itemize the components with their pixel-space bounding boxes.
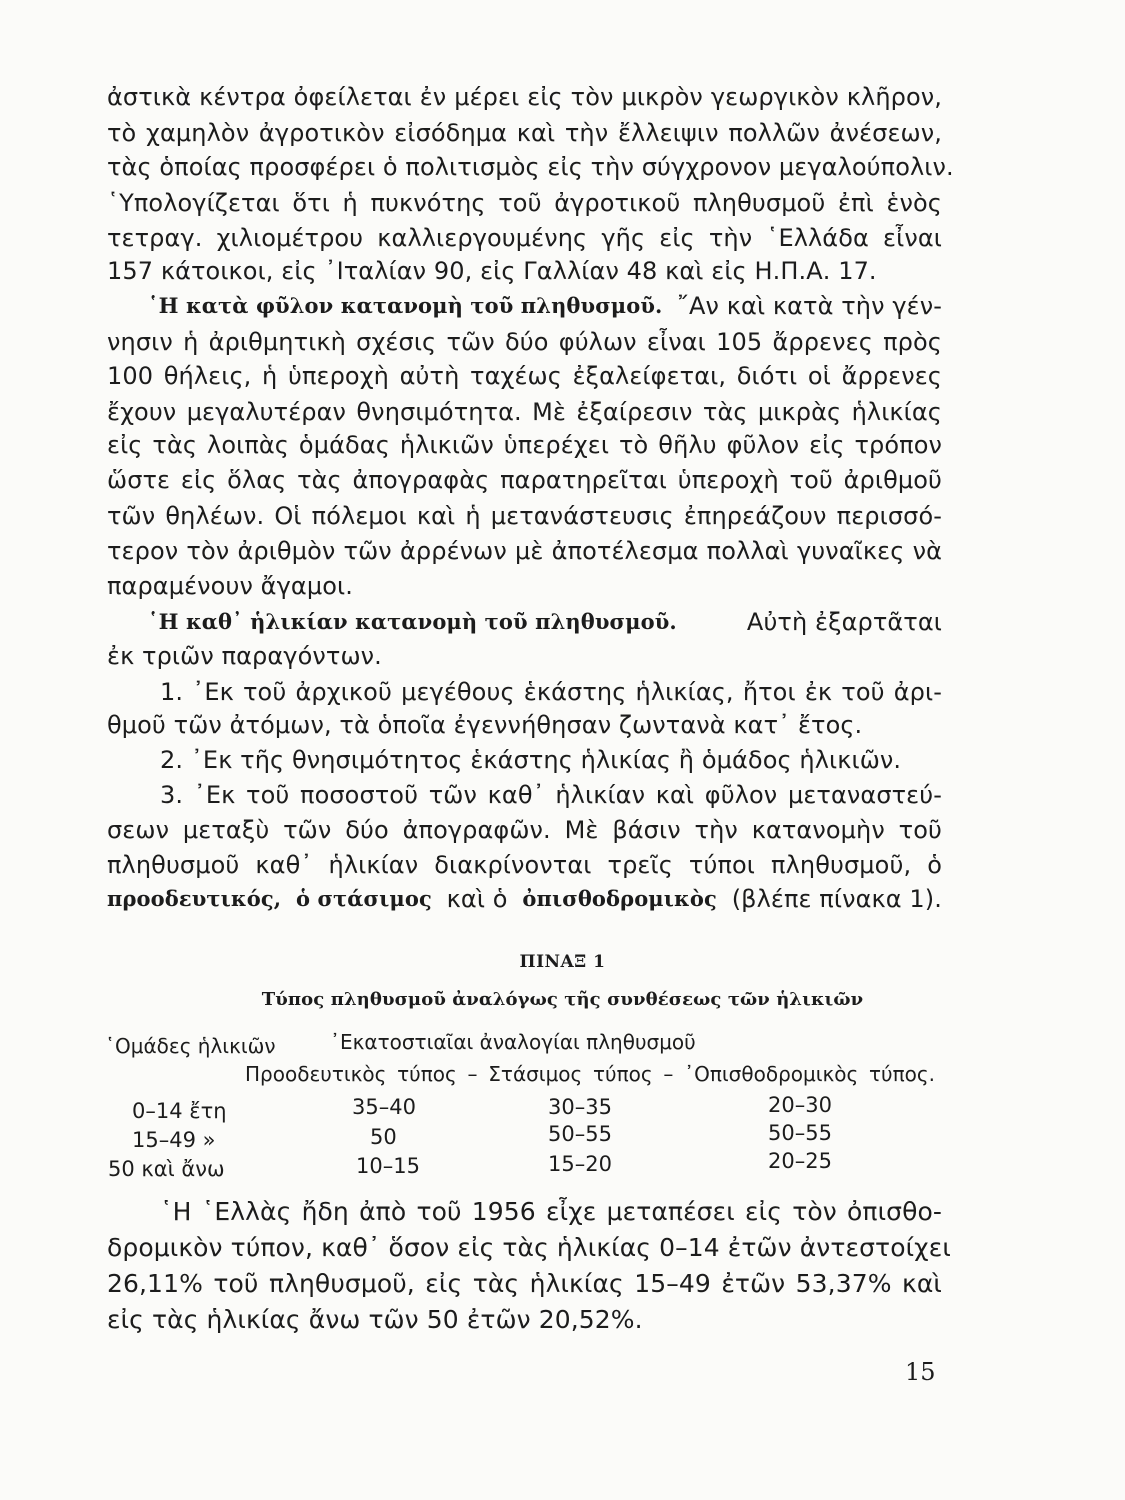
term-stationary: ὁ στάσιμος [295,886,432,911]
text-line: σεων μεταξὺ τῶν δύο ἀπογραφῶν. Μὲ βάσιν τὴν κατανομὴν τοῦ [107,816,942,844]
table-cell-regressive: 50–55 [768,1121,832,1145]
paragraph-first-line [148,291,942,321]
table-cell-regressive: 20–30 [768,1093,832,1117]
table-label: ΠΙΝΑΞ 1 [519,952,606,972]
text-fragment: ῎Αν καὶ κατὰ τὴν γέν- [676,292,942,320]
term-progressive: προοδευτικός, [107,886,282,911]
table-cell-regressive: 20–25 [768,1149,832,1173]
text-line: ἀστικὰ κέντρα ὀφείλεται ἐν μέρει εἰς τὸν μικρὸν γεωργικὸν κλῆρον, [107,83,942,111]
text-fragment: καὶ ὁ [446,885,508,913]
table-cell-progressive: 10–15 [356,1154,420,1178]
list-item-1: 1. ᾿Εκ τοῦ ἀρχικοῦ μεγέθους ἑκάστης ἡλικίας, ἤτοι ἐκ τοῦ ἀρι- [160,678,942,706]
section-heading-age-distribution: ῾Η καθ᾿ ἡλικίαν κατανομὴ τοῦ πληθυσμοῦ. [148,609,677,634]
text-line: ῾Η ῾Ελλὰς ἤδη ἀπὸ τοῦ 1956 εἶχε μεταπέσει εἰς τὸν ὀπισθο- [160,1197,942,1226]
text-line: θμοῦ τῶν ἀτόμων, τὰ ὁποῖα ἐγεννήθησαν ζωντανὰ κατ᾿ ἔτος. [107,711,863,739]
table-title: Τύπος πληθυσμοῦ ἀναλόγως τῆς συνθέσεως τῶν ἡλικιῶν [261,989,864,1010]
text-line: ῾Υπολογίζεται ὅτι ἡ πυκνότης τοῦ ἀγροτικοῦ πληθυσμοῦ ἐπὶ ἑνὸς [107,189,942,217]
table-cell-progressive: 50 [370,1125,397,1149]
text-line: δρομικὸν τύπον, καθ᾿ ὅσον εἰς τὰς ἡλικίας 0–14 ἐτῶν ἀντεστοίχει [107,1233,951,1262]
table-cell-stationary: 15–20 [548,1152,612,1176]
term-regressive: ὀπισθοδρομικὸς [522,886,717,911]
table-cell-group: 0–14 ἔτη [132,1099,227,1123]
text-line: τὸ χαμηλὸν ἀγροτικὸν εἰσόδημα καὶ τὴν ἔλλειψιν πολλῶν ἀνέσεων, [107,119,942,147]
text-line: τερον τὸν ἀριθμὸν τῶν ἀρρένων μὲ ἀποτέλεσμα πολλαὶ γυναῖκες νὰ [107,537,942,565]
text-fragment: Αὐτὴ ἐξαρτᾶται [746,608,942,636]
table-cell-group: 50 καὶ ἄνω [108,1157,225,1181]
text-line: παραμένουν ἄγαμοι. [107,572,353,600]
text-line: 26,11% τοῦ πληθυσμοῦ, εἰς τὰς ἡλικίας 15–49 ἐτῶν 53,37% καὶ [107,1269,942,1298]
page-number: 15 [905,1358,936,1386]
table-cell-group: 15–49 » [132,1128,216,1152]
text-line: τῶν θηλέων. Οἱ πόλεμοι καὶ ἡ μετανάστευσις ἐπηρεάζουν περισσό- [107,502,942,530]
table-header-percentages: ᾿Εκατοστιαῖαι ἀναλογίαι πληθυσμοῦ [330,1030,696,1054]
text-line: ἔχουν μεγαλυτέραν θνησιμότητα. Μὲ ἐξαίρεσιν τὰς μικρὰς ἡλικίας [107,398,942,426]
text-line: νησιν ἡ ἀριθμητικὴ σχέσις τῶν δύο φύλων εἶναι 105 ἄρρενες πρὸς [107,328,942,356]
list-item-3: 3. ᾿Εκ τοῦ ποσοστοῦ τῶν καθ᾿ ἡλικίαν καὶ φῦλον μεταναστεύ- [160,781,942,809]
text-line: τετραγ. χιλιομέτρου καλλιεργουμένης γῆς εἰς τὴν ῾Ελλάδα εἶναι [107,224,942,252]
text-line: 157 κάτοικοι, εἰς ᾿Ιταλίαν 90, εἰς Γαλλίαν 48 καὶ εἰς Η.Π.Α. 17. [107,257,877,285]
list-item-2: 2. ᾿Εκ τῆς θνησιμότητος ἑκάστης ἡλικίας ἢ ὁμάδος ἡλικιῶν. [160,746,902,774]
text-line: τὰς ὁποίας προσφέρει ὁ πολιτισμὸς εἰς τὴν σύγχρονον μεγαλούπολιν. [107,153,954,181]
text-line [107,884,942,914]
text-line: ὥστε εἰς ὅλας τὰς ἀπογραφὰς παρατηρεῖται ὑπεροχὴ τοῦ ἀριθμοῦ [107,466,942,494]
table-cell-stationary: 30–35 [548,1095,612,1119]
section-heading-sex-distribution: ῾Η κατὰ φῦλον κατανομὴ τοῦ πληθυσμοῦ. [148,293,663,318]
table-header-age-groups: ῾Ομάδες ἡλικιῶν [105,1034,276,1058]
table-cell-progressive: 35–40 [352,1095,416,1119]
text-line: εἰς τὰς λοιπὰς ὁμάδας ἡλικιῶν ὑπερέχει τὸ θῆλυ φῦλον εἰς τρόπον [107,431,942,459]
text-line: εἰς τὰς ἡλικίας ἄνω τῶν 50 ἐτῶν 20,52%. [107,1305,643,1334]
paragraph-first-line [148,607,942,637]
table-header-types: Προοδευτικὸς τύπος – Στάσιμος τύπος – ᾿Οπισθοδρομικὸς τύπος. [245,1062,935,1086]
text-line: ἐκ τριῶν παραγόντων. [107,642,382,670]
table-cell-stationary: 50–55 [548,1122,612,1146]
text-line: πληθυσμοῦ καθ᾿ ἡλικίαν διακρίνονται τρεῖς τύποι πληθυσμοῦ, ὁ [107,851,942,879]
text-fragment: (βλέπε πίνακα 1). [731,885,942,913]
text-line: 100 θήλεις, ἡ ὑπεροχὴ αὐτὴ ταχέως ἐξαλείφεται, διότι οἱ ἄρρενες [107,362,942,390]
